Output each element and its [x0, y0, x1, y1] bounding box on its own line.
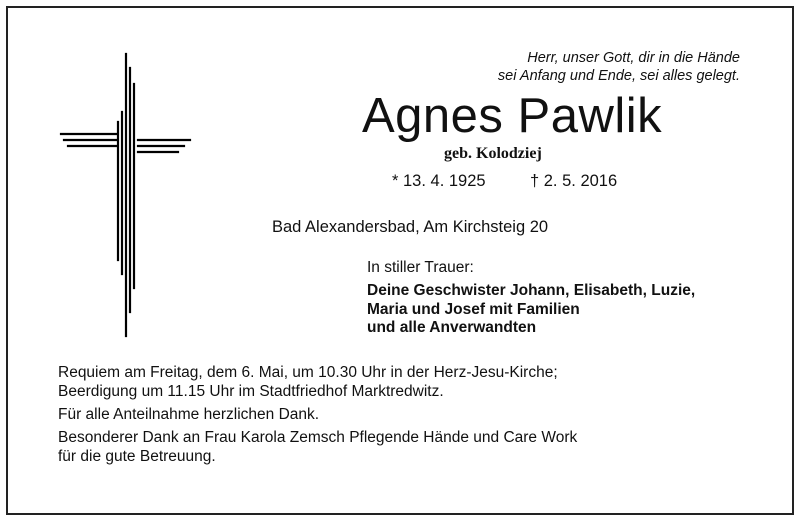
burial-line: Beerdigung um 11.15 Uhr im Stadtfriedhof Marktredwitz. [58, 383, 444, 400]
deceased-name: Agnes Pawlik [362, 89, 663, 143]
death-date: † 2. 5. 2016 [530, 172, 618, 190]
birth-name: geb. Kolodziej [444, 145, 542, 162]
service-details [58, 363, 577, 466]
life-dates [392, 172, 618, 191]
mourning-intro: In stiller Trauer: [367, 259, 474, 276]
mourners-line: Deine Geschwister Johann, Elisabeth, Luzie, [367, 282, 696, 299]
verse-line: sei Anfang und Ende, sei alles gelegt. [497, 68, 740, 84]
cross-icon [56, 50, 198, 340]
special-thanks-line: für die gute Betreuung. [58, 448, 216, 465]
birth-date: * 13. 4. 1925 [392, 172, 486, 190]
mourners-line: und alle Anverwandten [367, 319, 537, 336]
scripture-verse [380, 49, 740, 85]
mourners-line: Maria und Josef mit Familien [367, 300, 580, 318]
special-thanks-line: Besonderer Dank an Frau Karola Zemsch Pflegende Hände und Care Work [58, 429, 578, 446]
requiem-line: Requiem am Freitag, dem 6. Mai, um 10.30 Uhr in der Herz-Jesu-Kirche; [58, 364, 558, 381]
verse-line: Herr, unser Gott, dir in die Hände [527, 50, 740, 66]
mourners-list [367, 282, 695, 338]
thanks-line: Für alle Anteilnahme herzlichen Dank. [58, 406, 320, 423]
address: Bad Alexandersbad, Am Kirchsteig 20 [272, 218, 549, 236]
